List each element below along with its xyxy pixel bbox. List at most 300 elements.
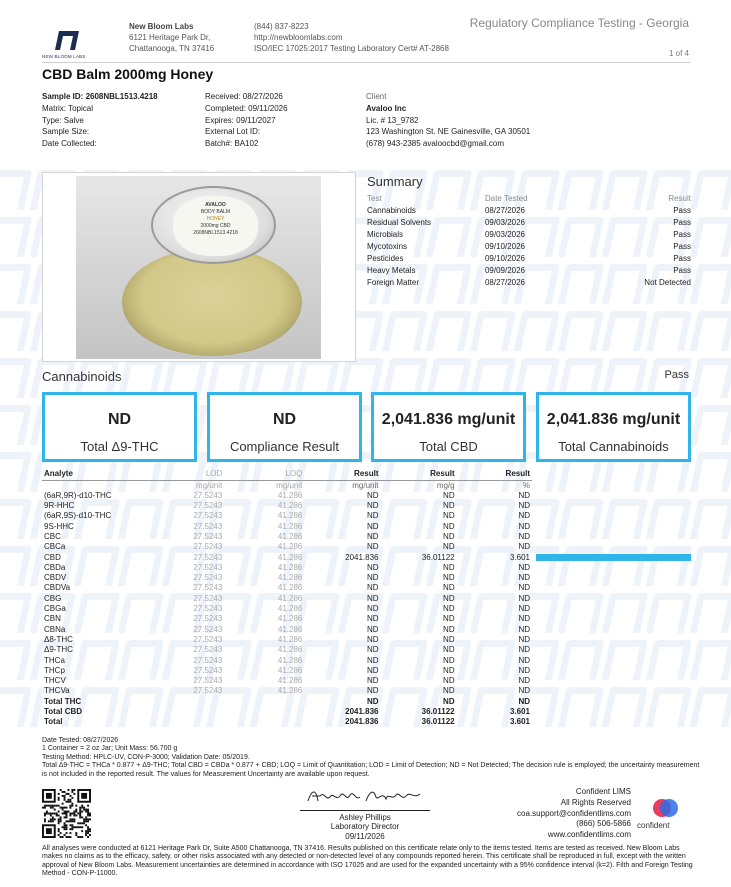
analyte-loq: 41.286 — [277, 511, 303, 521]
summary-test: Residual Solvents — [367, 217, 432, 227]
analyte-row — [42, 604, 532, 614]
analyte-result-pct: ND — [518, 624, 530, 634]
client-info — [366, 91, 530, 150]
analyte-result-mgg: ND — [443, 583, 455, 593]
watermark-tile — [646, 593, 693, 633]
page-number: 1 of 4 — [668, 49, 689, 58]
summary-row — [367, 264, 691, 276]
analyte-row — [42, 491, 532, 501]
client-contact: (678) 943-2385 avaloocbd@gmail.com — [366, 139, 504, 149]
analyte-lod: 27.5243 — [193, 542, 223, 552]
analyte-lod — [130, 707, 224, 717]
analyte-name: Total THC — [44, 696, 82, 706]
analyte-loq — [224, 697, 304, 707]
analyte-result-mgg: ND — [443, 696, 455, 706]
summary-row — [367, 216, 691, 228]
analyte-result-mgunit: ND — [366, 686, 379, 696]
analyte-header-lod: LOD — [130, 468, 224, 480]
analyte-total-row — [42, 697, 532, 707]
analyte-result-pct: ND — [518, 686, 530, 696]
watermark-tile — [558, 593, 605, 633]
watermark-tile — [690, 499, 731, 539]
summary-test: Cannabinoids — [367, 205, 416, 215]
analyte-name: CBN — [44, 614, 61, 624]
analyte-loq: 41.286 — [277, 655, 303, 665]
analyte-lod: 27.5243 — [193, 593, 223, 603]
watermark-tile — [646, 687, 693, 727]
watermark-tile — [558, 640, 605, 680]
analyte-row — [42, 676, 532, 686]
sample-matrix: Matrix: Topical — [42, 103, 93, 113]
analyte-result-mgunit: ND — [366, 624, 379, 634]
analyte-name: THCp — [44, 665, 65, 675]
analyte-result-pct: ND — [518, 655, 530, 665]
analyte-name: 9S-HHC — [44, 521, 74, 531]
analyte-result-pct: 3.601 — [509, 552, 530, 562]
analyte-result-mgunit: ND — [366, 665, 379, 675]
analyte-row — [42, 542, 532, 552]
watermark-tile — [0, 499, 32, 539]
analyte-result-pct: ND — [518, 501, 530, 511]
analyte-lod: 27.5243 — [193, 604, 223, 614]
summary-row — [367, 252, 691, 264]
analyte-lod — [130, 697, 224, 707]
lab-address-line2: Chattanooga, TN 37416 — [129, 44, 215, 53]
watermark-tile — [646, 311, 693, 351]
analyte-loq — [224, 707, 304, 717]
analyte-result-mgunit: 2041.836 — [345, 707, 379, 717]
watermark-tile — [602, 311, 649, 351]
analyte-result-mgg: ND — [443, 676, 455, 686]
analyte-result-mgunit: ND — [366, 542, 379, 552]
summary-header-result: Result — [668, 193, 691, 203]
card-total-cbd — [371, 392, 526, 462]
summary-test: Heavy Metals — [367, 265, 416, 275]
analyte-name: (6aR,9S)-d10-THC — [44, 511, 112, 521]
analyte-row — [42, 645, 532, 655]
analyte-name: (6aR,9R)-d10-THC — [44, 490, 112, 500]
client-heading: Client — [366, 92, 387, 101]
watermark-tile — [470, 311, 517, 351]
analyte-result-pct: ND — [518, 645, 530, 655]
analyte-loq: 41.286 — [277, 634, 303, 644]
analyte-result-mgunit: ND — [366, 604, 379, 614]
watermark-tile — [558, 546, 605, 586]
lims-email[interactable]: coa.support@confidentlims.com — [517, 808, 631, 818]
analyte-result-pct: ND — [518, 614, 530, 624]
analyte-loq: 41.286 — [277, 624, 303, 634]
qr-code-icon[interactable] — [42, 789, 91, 838]
analyte-result-mgunit: ND — [366, 531, 379, 541]
watermark-tile — [602, 640, 649, 680]
analyte-lod: 27.5243 — [193, 521, 223, 531]
lims-phone: (866) 506-5866 — [576, 819, 631, 829]
analyte-name: Δ9-THC — [44, 645, 73, 655]
summary-row — [367, 240, 691, 252]
signature-line — [300, 810, 430, 811]
analyte-result-mgunit: ND — [366, 655, 379, 665]
card-label: Total CBD — [419, 439, 478, 454]
analyte-result-mgg: ND — [443, 686, 455, 696]
analyte-row — [42, 635, 532, 645]
watermark-tile — [602, 499, 649, 539]
analyte-result-pct: ND — [518, 583, 530, 593]
analyte-row — [42, 563, 532, 573]
cannabinoids-title: Cannabinoids — [42, 369, 122, 384]
watermark-tile — [0, 452, 32, 492]
summary-header-row — [367, 193, 691, 204]
analyte-loq: 41.286 — [277, 614, 303, 624]
watermark-tile — [646, 546, 693, 586]
sample-completed: Completed: 09/11/2026 — [205, 103, 288, 113]
lab-phone: (844) 837-8223 — [254, 22, 309, 31]
analyte-result-mgunit: ND — [366, 614, 379, 624]
client-license: Lic. # 13_9782 — [366, 115, 419, 125]
analyte-loq: 41.286 — [277, 686, 303, 696]
analyte-result-pct: ND — [518, 511, 530, 521]
analyte-result-pct: ND — [518, 562, 530, 572]
analyte-loq: mg/unit — [276, 480, 303, 490]
analyte-result-mgg: ND — [443, 593, 455, 603]
analyte-units-row — [42, 480, 532, 491]
watermark-tile — [690, 358, 731, 398]
analyte-result-mgunit: ND — [366, 593, 379, 603]
lab-name: New Bloom Labs — [129, 22, 194, 31]
watermark-tile — [0, 687, 32, 727]
watermark-tile — [558, 687, 605, 727]
summary-result: Pass — [673, 205, 691, 215]
analyte-loq: 41.286 — [277, 573, 303, 583]
signature-scribble-icon — [300, 787, 430, 805]
analyte-name: THCVa — [44, 686, 70, 696]
tin-label: AVALOO BODY BALM HONEY 2000mg CBD 2608NBL1513.4218 — [173, 196, 258, 256]
analyte-name: Δ8-THC — [44, 634, 73, 644]
analyte-loq: 41.286 — [277, 676, 303, 686]
watermark-tile — [514, 311, 561, 351]
analyte-header-result-mgg: Result — [381, 468, 457, 480]
analyte-name: CBGa — [44, 604, 66, 614]
analyte-lod: 27.5243 — [193, 511, 223, 521]
lab-accreditation: ISO/IEC 17025:2017 Testing Laboratory Cert# AT-2868 — [254, 44, 449, 53]
analyte-name: 9R-HHC — [44, 501, 75, 511]
watermark-tile — [602, 546, 649, 586]
analyte-name: THCV — [44, 676, 66, 686]
analyte-result-mgunit: ND — [366, 676, 379, 686]
analyte-result-pct: % — [522, 480, 530, 490]
analyte-loq: 41.286 — [277, 521, 303, 531]
logo-wordmark: NEW BLOOM LABS — [42, 54, 86, 59]
analyte-result-mgg: mg/g — [436, 480, 455, 490]
analyte-lod: 27.5243 — [193, 686, 223, 696]
analyte-loq: 41.286 — [277, 531, 303, 541]
analyte-result-mgg: 36.01122 — [421, 707, 455, 717]
watermark-tile — [690, 311, 731, 351]
product-photo-frame — [42, 172, 356, 362]
analyte-row — [42, 625, 532, 635]
analyte-row — [42, 522, 532, 532]
lab-info — [129, 21, 214, 54]
analyte-result-pct: ND — [518, 593, 530, 603]
analyte-result-mgg: 36.01122 — [421, 717, 455, 727]
tin-lid — [151, 186, 276, 264]
signature-block — [300, 787, 430, 841]
analyte-result-mgunit: ND — [366, 583, 379, 593]
summary-result: Pass — [673, 229, 691, 239]
card-label: Compliance Result — [229, 439, 340, 454]
analyte-loq: 41.286 — [277, 562, 303, 572]
summary-table — [367, 193, 691, 288]
summary-date: 09/10/2026 — [484, 241, 526, 251]
client-name: Avaloo Inc — [366, 103, 407, 113]
analyte-result-mgg: ND — [443, 531, 455, 541]
watermark-tile — [602, 593, 649, 633]
watermark-tile — [690, 170, 731, 210]
analyte-header-name: Analyte — [42, 468, 130, 480]
watermark-tile — [0, 217, 32, 257]
analyte-name: THCa — [44, 655, 65, 665]
analyte-result-mgg: ND — [443, 614, 455, 624]
sample-date-collected: Date Collected: — [42, 139, 97, 149]
summary-row — [367, 276, 691, 288]
analyte-result-pct: ND — [518, 521, 530, 531]
watermark-tile — [602, 687, 649, 727]
new-bloom-labs-logo-icon — [52, 28, 82, 52]
sample-dates — [205, 91, 288, 150]
analyte-loq: 41.286 — [277, 583, 303, 593]
signer-title: Laboratory Director — [330, 822, 400, 831]
card-compliance-result — [207, 392, 362, 462]
summary-result: Pass — [673, 265, 691, 275]
analyte-result-pct: ND — [518, 604, 530, 614]
analyte-header-loq: LOQ — [224, 468, 304, 480]
watermark-tile — [0, 170, 32, 210]
footer-disclaimer: All analyses were conducted at 6121 Heritage Park Dr, Suite A500 Chattanooga, TN 37416. Results published on this certificate relate only to the items tested. Items are tested as received. New Bloom Labs makes no claims as to the efficacy, safety, or other risks associated with any detected or non-detected level of any compounds reported herein. This certificate shall be reproduced in full, except with the written approval of New Bloom Labs. Measurement uncertainties are determined in accordance with ISO 17025 and are used for the expanded uncertainty with a 95% confidence interval (k=2). Filth and Foreign Testing Method - CON-P-11000. — [42, 845, 693, 878]
summary-test: Pesticides — [367, 253, 404, 263]
card-label: Total Cannabinoids — [558, 439, 669, 454]
sample-external-lot: External Lot ID: — [205, 127, 261, 137]
confident-logo-text: confident — [637, 821, 670, 830]
analyte-result-pct: 3.601 — [509, 717, 530, 727]
note-definitions: Total Δ9-THC = THCa * 0.877 + Δ9-THC; Total CBD = CBDa * 0.877 + CBD; LOQ = Limit of Quantitation; LOD = Limit of Detection; ND = Not Detected; The decision rule is employed; the uncertainty measurement is not included in the reported result. The values for Measurement Uncertainty are available upon request. — [42, 762, 700, 778]
signer-name: Ashley Phillips — [339, 812, 391, 822]
card-label: Total Δ9-THC — [80, 439, 159, 454]
summary-title: Summary — [367, 174, 423, 189]
analyte-loq: 41.286 — [277, 552, 303, 562]
analyte-lod: 27.5243 — [193, 645, 223, 655]
analyte-total-row — [42, 707, 532, 717]
client-address: 123 Washington St. NE Gainesville, GA 30501 — [366, 127, 531, 137]
analyte-result-mgunit: mg/unit — [352, 480, 379, 490]
card-value: 2,041.836 mg/unit — [546, 411, 681, 428]
sample-type: Type: Salve — [42, 115, 84, 125]
lims-rights: All Rights Reserved — [560, 797, 631, 807]
analyte-result-mgunit: ND — [366, 573, 379, 583]
analyte-lod: 27.5243 — [193, 655, 223, 665]
watermark-tile — [690, 593, 731, 633]
analyte-result-mgunit: ND — [366, 645, 379, 655]
watermark-tile — [0, 358, 32, 398]
summary-header-date: Date Tested — [484, 193, 528, 203]
analyte-result-pct: ND — [518, 573, 530, 583]
analyte-header-result-pct: Result — [457, 468, 532, 480]
analyte-result-pct: ND — [518, 696, 530, 706]
sample-info — [42, 91, 158, 150]
watermark-tile — [690, 452, 731, 492]
summary-result: Pass — [673, 253, 691, 263]
analyte-result-pct: 3.601 — [509, 707, 530, 717]
sample-id: Sample ID: 2608NBL1513.4218 — [42, 92, 158, 101]
watermark-tile — [0, 640, 32, 680]
analyte-name: CBC — [44, 531, 61, 541]
analyte-row — [42, 511, 532, 521]
watermark-tile — [690, 217, 731, 257]
analyte-header-row — [42, 468, 532, 480]
watermark-tile — [0, 405, 32, 445]
cannabinoids-status: Pass — [664, 369, 689, 381]
analyte-name: CBDVa — [44, 583, 71, 593]
analyte-result-mgunit: ND — [366, 521, 379, 531]
analyte-result-pct: ND — [518, 634, 530, 644]
analyte-result-mgg: 36.01122 — [421, 552, 455, 562]
analyte-loq: 41.286 — [277, 490, 303, 500]
sample-expires: Expires: 09/11/2027 — [205, 115, 276, 125]
analyte-result-mgg: ND — [443, 573, 455, 583]
analyte-row — [42, 594, 532, 604]
summary-date: 09/03/2026 — [484, 229, 526, 239]
analyte-name: CBCa — [44, 542, 66, 552]
analyte-name: CBDa — [44, 562, 66, 572]
summary-row — [367, 228, 691, 240]
summary-result: Not Detected — [644, 277, 691, 287]
method-notes — [42, 737, 702, 779]
analyte-lod: 27.5243 — [193, 531, 223, 541]
analyte-lod: 27.5243 — [193, 501, 223, 511]
summary-date: 08/27/2026 — [484, 205, 526, 215]
analyte-row — [42, 656, 532, 666]
analyte-name: CBG — [44, 593, 62, 603]
analyte-loq: 41.286 — [277, 645, 303, 655]
analyte-table — [42, 468, 532, 728]
analyte-name: Total — [44, 717, 63, 727]
card-total-d9-thc — [42, 392, 197, 462]
cbd-percent-bar — [536, 554, 691, 561]
watermark-tile — [558, 311, 605, 351]
watermark-tile — [690, 687, 731, 727]
watermark-tile — [690, 264, 731, 304]
summary-date: 09/03/2026 — [484, 217, 526, 227]
analyte-row — [42, 501, 532, 511]
analyte-result-pct: ND — [518, 665, 530, 675]
analyte-result-mgg: ND — [443, 655, 455, 665]
note-date-tested: Date Tested: 08/27/2026 — [42, 737, 119, 744]
analyte-result-mgg: ND — [443, 634, 455, 644]
watermark-tile — [690, 405, 731, 445]
analyte-result-mgunit: ND — [366, 696, 379, 706]
analyte-loq: 41.286 — [277, 604, 303, 614]
analyte-result-mgg: ND — [443, 562, 455, 572]
analyte-row — [42, 532, 532, 542]
analyte-result-mgg: ND — [443, 665, 455, 675]
analyte-lod: 27.5243 — [193, 573, 223, 583]
analyte-result-pct: ND — [518, 676, 530, 686]
analyte-lod: 27.5243 — [193, 562, 223, 572]
summary-result: Pass — [673, 217, 691, 227]
summary-result: Pass — [673, 241, 691, 251]
analyte-result-mgunit: ND — [366, 511, 379, 521]
card-value: ND — [272, 411, 297, 428]
analyte-result-mgunit: 2041.836 — [345, 552, 379, 562]
analyte-lod: 27.5243 — [193, 583, 223, 593]
summary-date: 09/09/2026 — [484, 265, 526, 275]
lab-website[interactable]: http://newbloomlabs.com — [254, 33, 343, 42]
analyte-loq: 41.286 — [277, 542, 303, 552]
analyte-row — [42, 614, 532, 624]
analyte-result-pct: ND — [518, 542, 530, 552]
analyte-result-pct: ND — [518, 490, 530, 500]
analyte-name: CBD — [44, 552, 61, 562]
lab-contact — [254, 21, 449, 54]
analyte-result-mgunit: ND — [366, 490, 379, 500]
analyte-name: Total CBD — [44, 707, 83, 717]
analyte-name: CBDV — [44, 573, 67, 583]
analyte-result-pct: ND — [518, 531, 530, 541]
header-divider — [42, 62, 690, 63]
card-total-cannabinoids — [536, 392, 691, 462]
analyte-lod: 27.5243 — [193, 490, 223, 500]
analyte-row — [42, 666, 532, 676]
report-title: Regulatory Compliance Testing - Georgia — [469, 16, 689, 30]
analyte-row — [42, 553, 532, 563]
analyte-result-mgunit: ND — [366, 501, 379, 511]
card-value: 2,041.836 mg/unit — [381, 411, 516, 428]
analyte-result-mgg: ND — [443, 542, 455, 552]
watermark-tile — [558, 499, 605, 539]
analyte-lod: 27.5243 — [193, 624, 223, 634]
lims-name: Confident LIMS — [575, 787, 631, 796]
analyte-total-row — [42, 717, 532, 727]
analyte-result-mgg: ND — [443, 501, 455, 511]
watermark-tile — [690, 640, 731, 680]
summary-date: 08/27/2026 — [484, 277, 526, 287]
note-method: Testing Method: HPLC-UV, CON-P-3000; Validation Date: 05/2019. — [42, 753, 250, 761]
tin-base — [122, 248, 302, 356]
watermark-tile — [0, 311, 32, 351]
analyte-lod: 27.5243 — [193, 676, 223, 686]
summary-row — [367, 204, 691, 216]
watermark-tile — [0, 264, 32, 304]
analyte-loq — [224, 717, 304, 727]
analyte-result-mgg: ND — [443, 490, 455, 500]
summary-test: Foreign Matter — [367, 277, 420, 287]
analyte-name — [42, 480, 130, 491]
analyte-result-mgunit: ND — [366, 634, 379, 644]
watermark-tile — [0, 593, 32, 633]
lims-website[interactable]: www.confidentlims.com — [547, 830, 631, 840]
analyte-lod: 27.5243 — [193, 614, 223, 624]
analyte-loq: 41.286 — [277, 593, 303, 603]
analyte-loq: 41.286 — [277, 501, 303, 511]
analyte-row — [42, 583, 532, 593]
product-photo — [76, 176, 321, 359]
analyte-result-mgunit: 2041.836 — [345, 717, 379, 727]
watermark-tile — [690, 546, 731, 586]
watermark-tile — [646, 499, 693, 539]
sample-batch: Batch#: BA102 — [205, 139, 259, 149]
analyte-lod: 27.5243 — [193, 552, 223, 562]
analyte-result-mgunit: ND — [366, 562, 379, 572]
summary-test: Mycotoxins — [367, 241, 408, 251]
watermark-tile — [646, 640, 693, 680]
